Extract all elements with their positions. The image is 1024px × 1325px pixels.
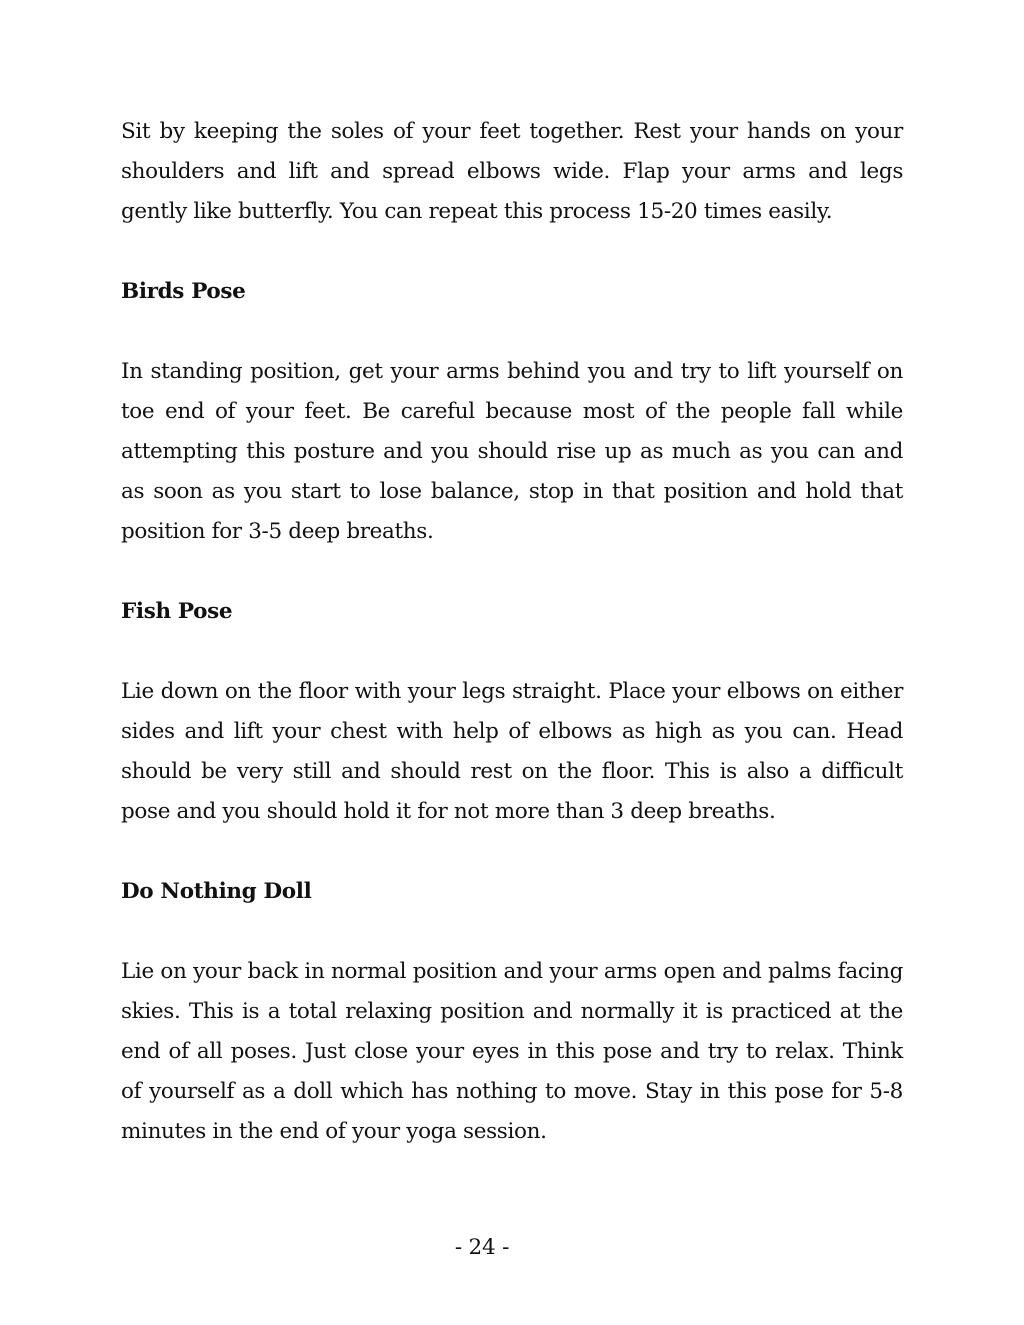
section-heading-fish-pose: Fish Pose bbox=[121, 599, 233, 624]
intro-paragraph: Sit by keeping the soles of your feet together. Rest your hands on your shoulders and lift and spread elbows wide. Flap your arms and legs gently like butterfly. You can repeat this process 15-20 times easily. bbox=[121, 119, 903, 224]
section-heading-do-nothing-doll: Do Nothing Doll bbox=[121, 879, 312, 904]
section-body-birds-pose: In standing position, get your arms behind you and try to lift yourself on toe end of your feet. Be careful because most of the people fall while attempting this posture and you should rise up as much as you can and as soon as you start to lose balance, stop in that position and hold that position for 3-5 deep breaths. bbox=[121, 359, 903, 544]
section-heading-birds-pose: Birds Pose bbox=[121, 279, 246, 304]
section-body-do-nothing-doll: Lie on your back in normal position and your arms open and palms facing skies. This is a total relaxing position and normally it is practiced at the end of all poses. Just close your eyes in this pose and try to relax. Think of yourself as a doll which has nothing to move. Stay in this pose for 5-8 minutes in the end of your yoga session. bbox=[121, 959, 903, 1144]
page-number: - 24 - bbox=[454, 1235, 510, 1260]
section-body-fish-pose: Lie down on the floor with your legs straight. Place your elbows on either sides and lift your chest with help of elbows as high as you can. Head should be very still and should rest on the floor. This is also a difficult pose and you should hold it for not more than 3 deep breaths. bbox=[121, 679, 903, 824]
spacer bbox=[121, 312, 903, 352]
spacer bbox=[121, 912, 903, 952]
spacer bbox=[121, 552, 903, 592]
document-page-content bbox=[121, 112, 903, 1152]
spacer bbox=[121, 832, 903, 872]
spacer bbox=[121, 632, 903, 672]
spacer bbox=[121, 232, 903, 272]
